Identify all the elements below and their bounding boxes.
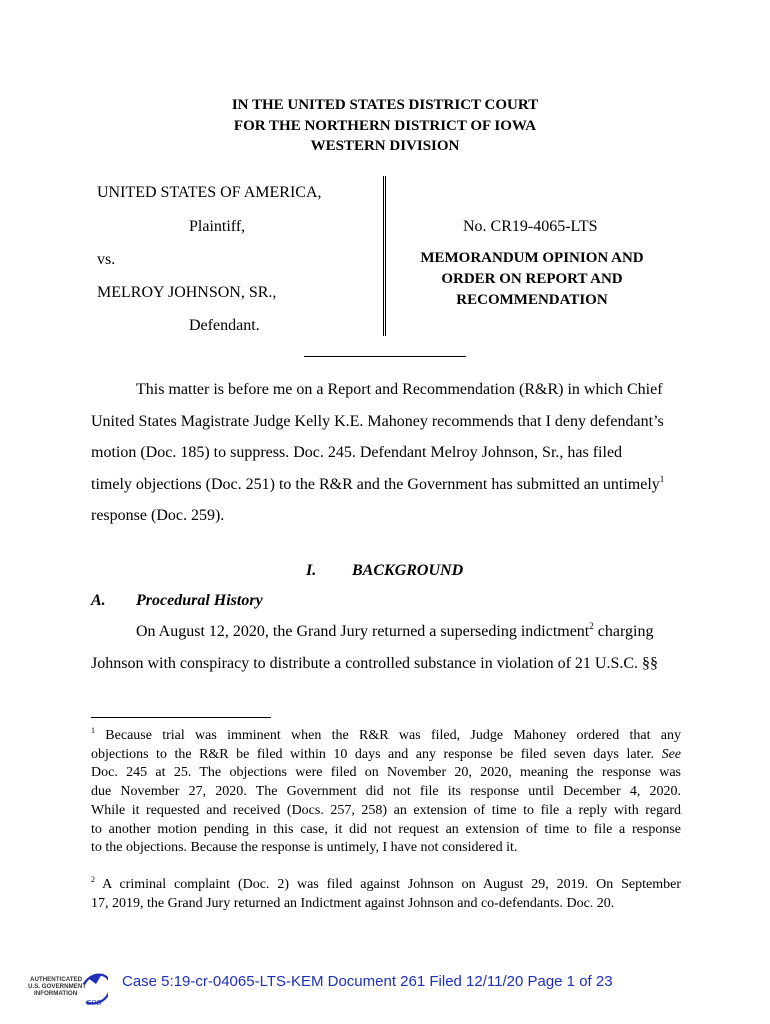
court-line-2: FOR THE NORTHERN DISTRICT OF IOWA [233,117,537,134]
caption-separator [304,356,466,357]
seal-line-1: AUTHENTICATED [30,976,83,983]
footnote-2 [91,876,681,913]
footnote-1-line-6: to another motion pending in this case, it did not request an extension of time to file a response [91,821,681,837]
caption-party-2-role: Defendant. [189,317,260,334]
intro-paragraph [91,374,681,532]
court-line-3: WESTERN DIVISION [310,138,460,154]
caption-party-2: MELROY JOHNSON, SR., [97,284,277,301]
footnote-2-mark: 2 [91,875,95,884]
procedural-line-1 [91,616,681,648]
footnote-rule [91,717,271,718]
footnote-1-line-7: to the objections. Because the response is untimely, I have not considered it. [91,840,518,856]
seal-line-2: U.S. GOVERNMENT [28,983,87,990]
intro-line-4 [91,469,681,501]
seal-line-3: INFORMATION [34,990,78,997]
footnote-1-signal-see: See [661,746,681,762]
footnote-1-line-5: While it requested and received (Docs. 257, 258) an extension of time to file a reply with regard [91,802,681,818]
procedural-paragraph [91,616,681,679]
caption-party-1: UNITED STATES OF AMERICA, [97,184,322,201]
procedural-line-2: Johnson with conspiracy to distribute a controlled substance in violation of 21 U.S.C. §§ [91,654,659,672]
seal-line-4: GPO [86,1000,102,1007]
document-title-line-2: ORDER ON REPORT AND [441,271,623,287]
footnote-1-line-1-text: Because trial was imminent when the R&R was filed, Judge Mahoney ordered that any [105,728,682,743]
document-title-line-3: RECOMMENDATION [456,292,608,308]
footnote-1-line-3: Doc. 245 at 25. The objections were filed on November 20, 2020, meaning the response was [91,765,681,781]
case-number: No. CR19-4065-LTS [463,218,598,235]
document-title-line-1: MEMORANDUM OPINION AND [420,250,644,266]
footnote-1-line-2 [91,746,681,765]
footnote-1-mark: 1 [91,726,95,735]
intro-line-3: motion (Doc. 185) to suppress. Doc. 245. Defendant Melroy Johnson, Sr., has filed [91,444,623,461]
caption-divider [383,176,386,336]
subsection-letter: A. [91,592,106,609]
caption-party-1-role: Plaintiff, [189,218,246,235]
footnote-2-line-2: 17, 2019, the Grand Jury returned an Indictment against Johnson and co-defendants. Doc. 20. [91,895,615,911]
section-title: BACKGROUND [352,562,464,579]
footnote-ref-1[interactable]: 1 [659,473,665,484]
gpo-authentication-seal [28,962,108,1012]
footnote-2-line-1-text: A criminal complaint (Doc. 2) was filed against Johnson on August 29, 2019. On September [102,877,681,892]
footnote-1-line-1 [91,727,681,746]
procedural-line-1-end: charging [593,623,654,640]
footnote-1-line-4: due November 27, 2020. The Government did not file its response until December 4, 2020. [91,784,681,800]
footnote-ref-2[interactable]: 2 [589,621,594,631]
court-heading [0,95,770,157]
intro-line-5: response (Doc. 259). [91,507,225,524]
procedural-line-1-text: On August 12, 2020, the Grand Jury returned a superseding indictment [136,623,590,640]
footnote-1 [91,727,681,858]
intro-line-2: United States Magistrate Judge Kelly K.E. Mahoney recommends that I deny defendant’s [91,412,664,430]
caption-vs: vs. [97,251,116,268]
section-number: I. [306,562,317,579]
footnote-2-line-1 [91,876,681,895]
subsection-title: Procedural History [136,592,263,609]
intro-line-4-text: timely objections (Doc. 251) to the R&R and the Government has submitted an untimely [91,475,660,493]
intro-line-1: This matter is before me on a Report and Recommendation (R&R) in which Chief [136,381,663,398]
court-line-1: IN THE UNITED STATES DISTRICT COURT [231,97,539,113]
document-title [396,248,668,311]
footnote-1-line-2-text: objections to the R&R be filed within 10 days and any response be filed seven days later. [91,746,662,762]
docket-footer[interactable]: Case 5:19-cr-04065-LTS-KEM Document 261 Filed 12/11/20 Page 1 of 23 [122,973,613,990]
